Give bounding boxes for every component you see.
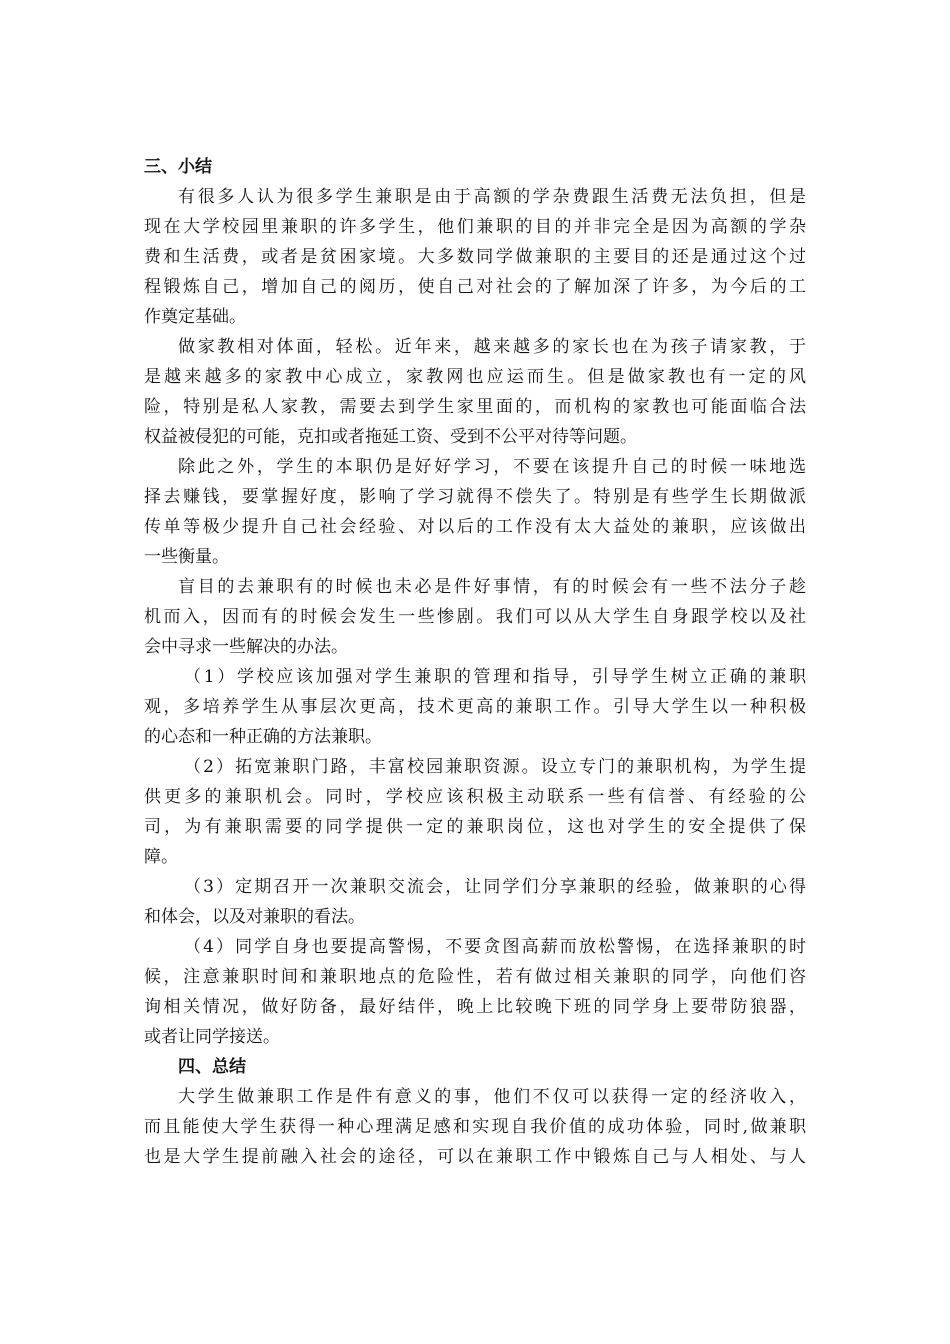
list-item-line: 或者让同学接送。 bbox=[144, 1027, 280, 1047]
section-heading-summary: 三、小结 bbox=[144, 157, 212, 177]
list-item-line: （1）学校应该加强对学生兼职的管理和指导，引导学生树立正确的兼职 bbox=[184, 667, 806, 687]
paragraph-line: 一些衡量。 bbox=[144, 547, 229, 567]
list-item-line: 障。 bbox=[144, 847, 178, 867]
paragraph-line: 除此之外，学生的本职仍是好好学习，不要在该提升自己的时候一味地选 bbox=[178, 457, 806, 477]
section-heading-conclusion: 四、总结 bbox=[178, 1057, 246, 1077]
list-item-line: 司，为有兼职需要的同学提供一定的兼职岗位，这也对学生的安全提供了保 bbox=[144, 817, 806, 837]
document-body bbox=[144, 152, 806, 1172]
paragraph-line: 传单等极少提升自己社会经验、对以后的工作没有太大益处的兼职，应该做出 bbox=[144, 517, 806, 537]
list-item-line: 供更多的兼职机会。同时，学校应该积极主动联系一些有信誉、有经验的公 bbox=[144, 787, 806, 807]
paragraph-line: 盲目的去兼职有的时候也未必是件好事情，有的时候会有一些不法分子趁 bbox=[178, 577, 806, 597]
paragraph-line: 会中寻求一些解决的办法。 bbox=[144, 637, 348, 657]
paragraph-line: 作奠定基础。 bbox=[144, 307, 246, 327]
paragraph-line: 大学生做兼职工作是件有意义的事，他们不仅可以获得一定的经济收入， bbox=[178, 1087, 806, 1107]
paragraph-line: 择去赚钱，要掌握好度，影响了学习就得不偿失了。特别是有些学生长期做派 bbox=[144, 487, 806, 507]
paragraph-line: 费和生活费，或者是贫困家境。大多数同学做兼职的主要目的还是通过这个过 bbox=[144, 247, 806, 267]
paragraph-line: 程锻炼自己，增加自己的阅历，使自己对社会的了解加深了许多，为今后的工 bbox=[144, 277, 806, 297]
list-item-line: 的心态和一种正确的方法兼职。 bbox=[144, 727, 382, 747]
paragraph-line: 做家教相对体面，轻松。近年来，越来越多的家长也在为孩子请家教，于 bbox=[178, 337, 806, 357]
paragraph-line: 是越来越多的家教中心成立，家教网也应运而生。但是做家教也有一定的风 bbox=[144, 367, 806, 387]
paragraph-line: 而且能使大学生获得一种心理满足感和实现自我价值的成功体验，同时,做兼职 bbox=[144, 1117, 806, 1137]
list-item-line: 询相关情况，做好防备，最好结伴，晚上比较晚下班的同学身上要带防狼器， bbox=[144, 997, 806, 1017]
paragraph-line: 现在大学校园里兼职的许多学生，他们兼职的目的并非完全是因为高额的学杂 bbox=[144, 217, 806, 237]
list-item-line: （4）同学自身也要提高警惕，不要贪图高薪而放松警惕，在选择兼职的时 bbox=[184, 937, 806, 957]
list-item-line: 观，多培养学生从事层次更高，技术更高的兼职工作。引导大学生以一种积极 bbox=[144, 697, 806, 717]
list-item-line: 候，注意兼职时间和兼职地点的危险性，若有做过相关兼职的同学，向他们咨 bbox=[144, 967, 806, 987]
paragraph-line: 也是大学生提前融入社会的途径，可以在兼职工作中锻炼自己与人相处、与人 bbox=[144, 1147, 806, 1167]
list-item-line: （3）定期召开一次兼职交流会，让同学们分享兼职的经验，做兼职的心得 bbox=[184, 877, 806, 897]
paragraph-line: 有很多人认为很多学生兼职是由于高额的学杂费跟生活费无法负担，但是 bbox=[178, 187, 806, 207]
paragraph-line: 权益被侵犯的可能，克扣或者拖延工资、受到不公平对待等问题。 bbox=[144, 427, 637, 447]
paragraph-line: 机而入，因而有的时候会发生一些惨剧。我们可以从大学生自身跟学校以及社 bbox=[144, 607, 806, 627]
list-item-line: （2）拓宽兼职门路，丰富校园兼职资源。设立专门的兼职机构，为学生提 bbox=[184, 757, 806, 777]
paragraph-line: 险，特别是私人家教，需要去到学生家里面的，而机构的家教也可能面临合法 bbox=[144, 397, 806, 417]
list-item-line: 和体会，以及对兼职的看法。 bbox=[144, 907, 365, 927]
